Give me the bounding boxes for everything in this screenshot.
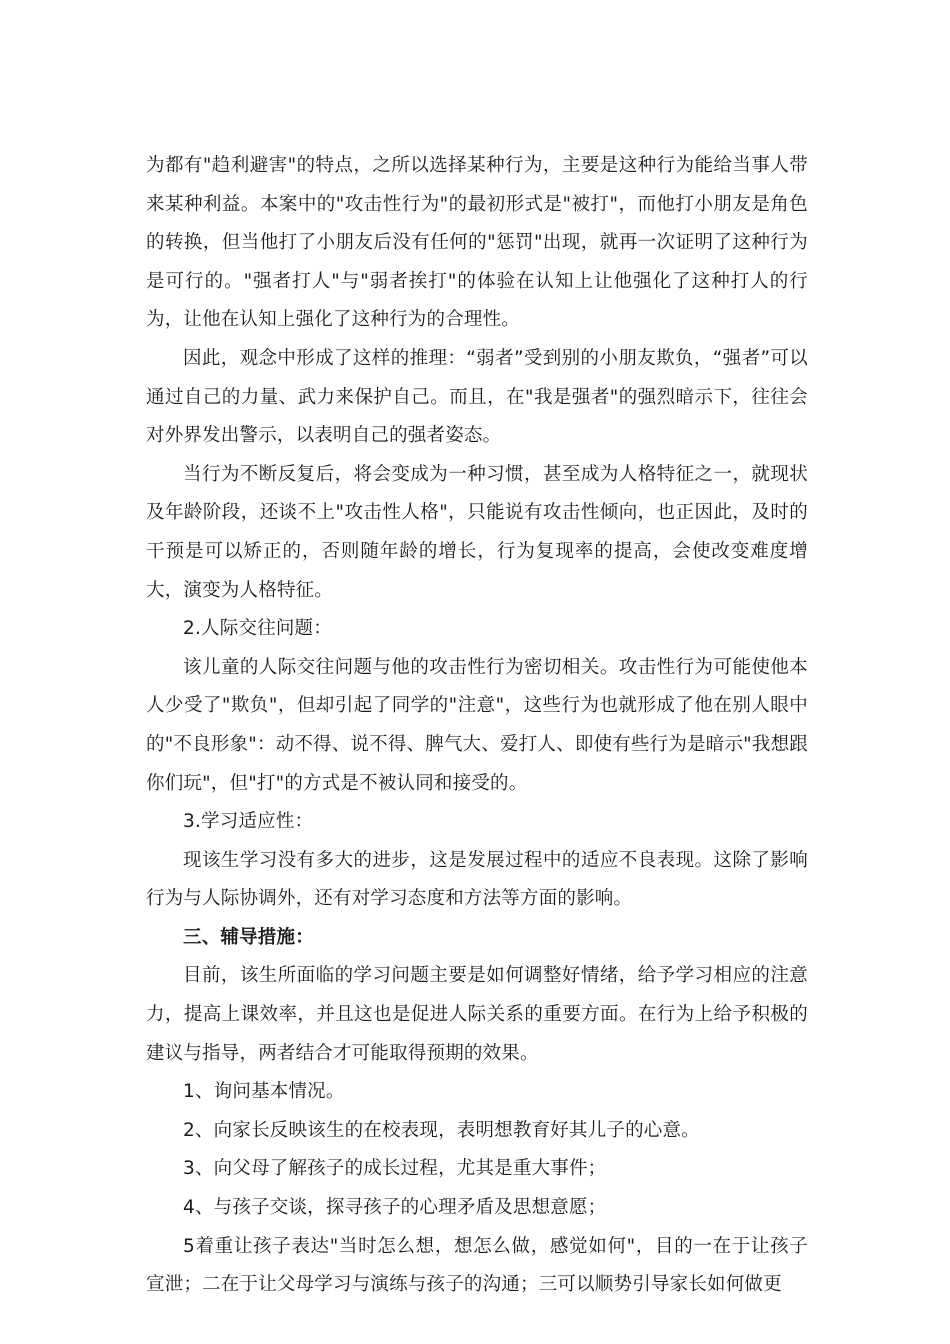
- list-item-2: 2、向家长反映该生的在校表现，表明想教育好其儿子的心意。: [183, 1119, 700, 1141]
- heading-interpersonal: 2.人际交往问题：: [183, 618, 332, 640]
- paragraph-learning-adaptation: 现该生学习没有多大的进步，这是发展过程中的适应不良表现。这除了影响行为与人际协调外，还有对学习态度和方法等方面的影响。: [146, 849, 808, 910]
- paragraph-inference: 因此，观念中形成了这样的推理：“弱者”受到别的小朋友欺负，“强者”可以通过自己的力量、武力来保护自己。而且，在"我是强者"的强烈暗示下，往往会对外界发出警示，以表明自己的强者姿态。: [146, 347, 808, 447]
- list-item-1: 1、询问基本情况。: [183, 1081, 345, 1103]
- paragraph-behavior-reason: 为都有"趋利避害"的特点，之所以选择某种行为，主要是这种行为能给当事人带来某种利益。本案中的"攻击性行为"的最初形式是"被打"，而他打小朋友是角色的转换，但当他打了小朋友后没有任何的"惩罚"出现，就再一次证明了这种行为是可行的。"强者打人"与"弱者挨打"的体验在认知上让他强化了这种打人的行为，让他在认知上强化了这种行为的合理性。: [146, 155, 808, 331]
- document-body: [146, 147, 808, 1305]
- list-item-5: 5着重让孩子表达"当时怎么想，想怎么做，感觉如何"，目的一在于让孩子宣泄；二在于让父母学习与演练与孩子的沟通；三可以顺势引导家长如何做更: [146, 1235, 808, 1296]
- paragraph-interpersonal: 该儿童的人际交往问题与他的攻击性行为密切相关。攻击性行为可能使他本人少受了"欺负"，但却引起了同学的"注意"，这些行为也就形成了他在别人眼中的"不良形象"：动不得、说不得、脾气大、爱打人、即使有些行为是暗示"我想跟你们玩"，但"打"的方式是不被认同和接受的。: [146, 656, 808, 794]
- list-item-3: 3、向父母了解孩子的成长过程，尤其是重大事件；: [183, 1158, 607, 1180]
- list-item-4: 4、与孩子交谈，探寻孩子的心理矛盾及思想意愿；: [183, 1197, 607, 1219]
- heading-counseling-measures: 三、辅导措施：: [183, 926, 314, 948]
- paragraph-habit: 当行为不断反复后，将会变成为一种习惯，甚至成为人格特征之一，就现状及年龄阶段，还谈不上"攻击性人格"，只能说有攻击性倾向，也正因此，及时的干预是可以矫正的，否则随年龄的增长，行为复现率的提高，会使改变难度增大，演变为人格特征。: [146, 463, 808, 601]
- paragraph-counseling-goal: 目前，该生所面临的学习问题主要是如何调整好情绪，给予学习相应的注意力，提高上课效率，并且这也是促进人际关系的重要方面。在行为上给予积极的建议与指导，两者结合才可能取得预期的效果。: [146, 965, 808, 1064]
- heading-learning-adaptation: 3.学习适应性：: [183, 811, 314, 833]
